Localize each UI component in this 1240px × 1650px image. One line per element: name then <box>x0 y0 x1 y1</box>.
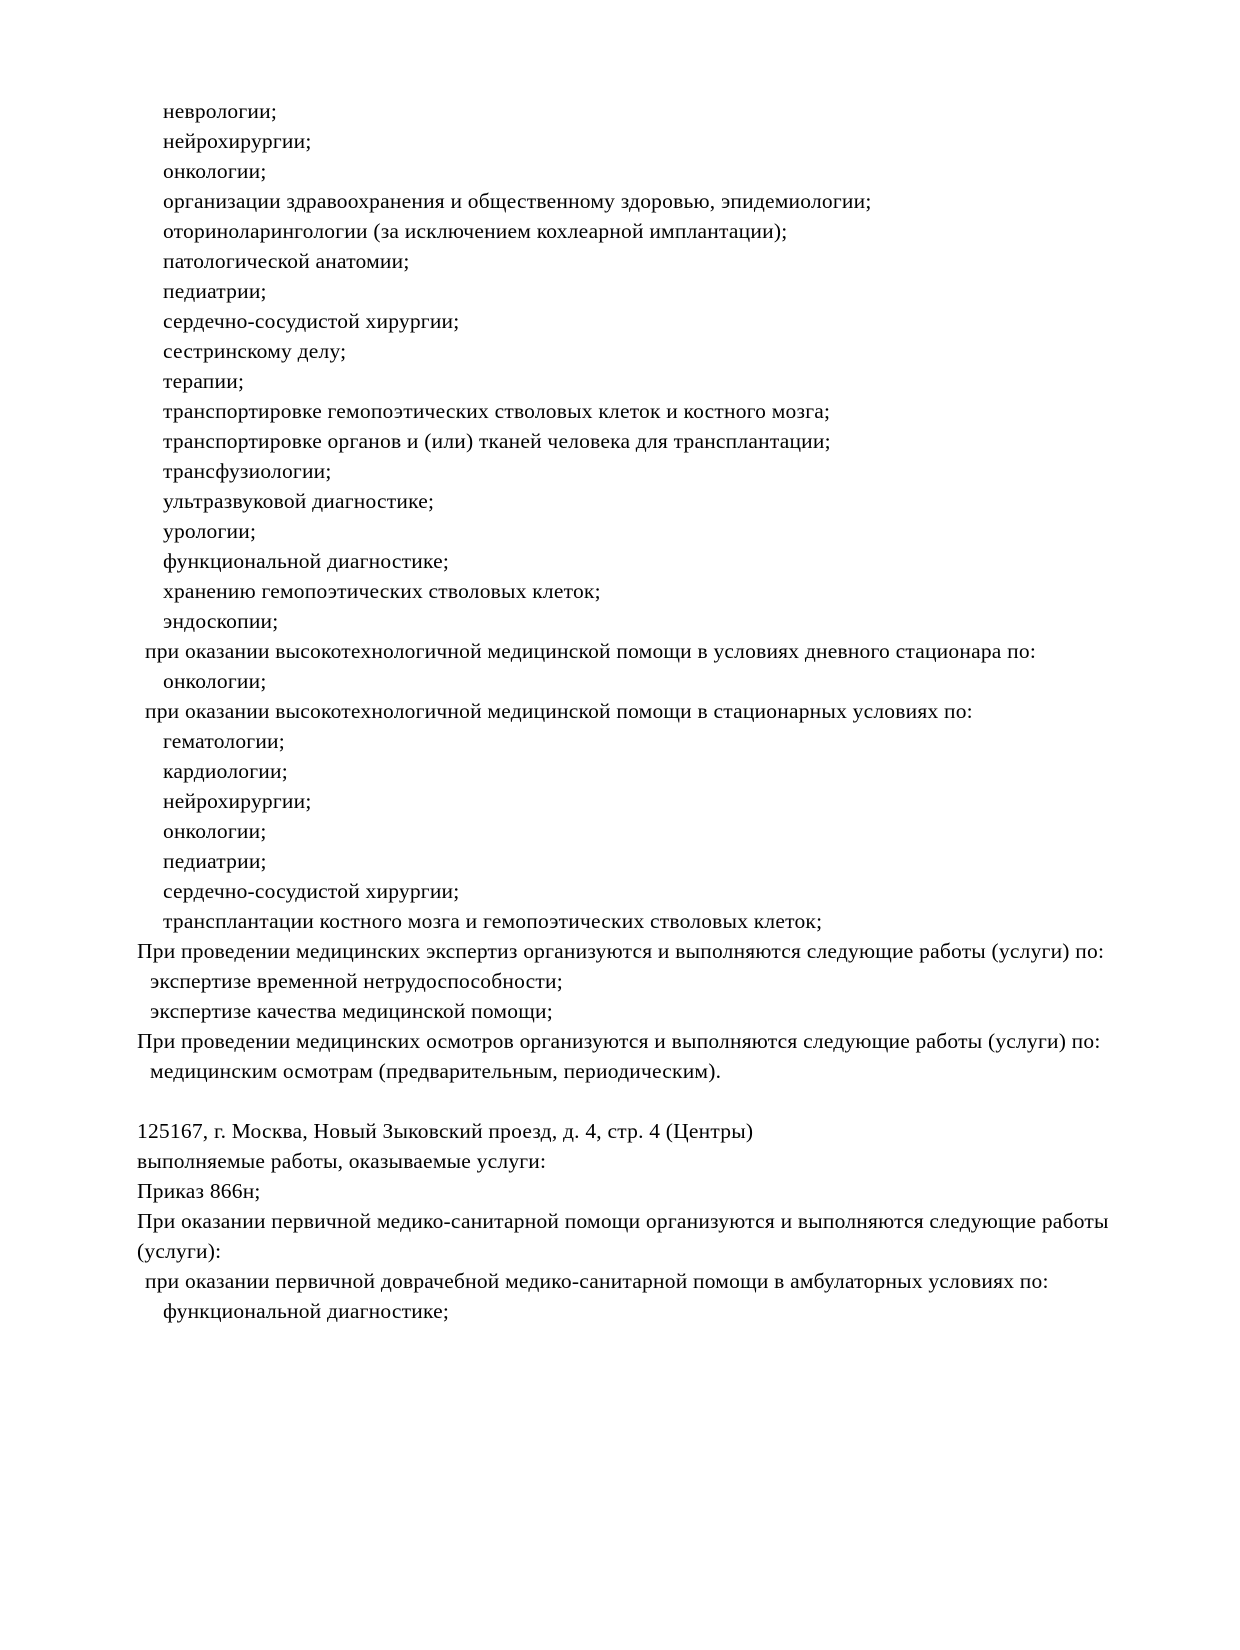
service-list-item: педиатрии; <box>163 849 267 873</box>
document-paragraph: При проведении медицинских экспертиз организуются и выполняются следующие работы (услуги) по: <box>137 939 1105 963</box>
service-list-item: кардиологии; <box>163 759 288 783</box>
service-list-item: транспортировке гемопоэтических стволовых клеток и костного мозга; <box>163 399 831 423</box>
document-paragraph: выполняемые работы, оказываемые услуги: <box>137 1149 547 1173</box>
service-list-item: оториноларингологии (за исключением кохлеарной имплантации); <box>163 219 788 243</box>
document-paragraph: При проведении медицинских осмотров организуются и выполняются следующие работы (услуги) по: <box>137 1029 1101 1053</box>
service-list-item: онкологии; <box>163 159 267 183</box>
document-paragraph: при оказании высокотехнологичной медицинской помощи в стационарных условиях по: <box>145 699 973 723</box>
service-list-item: патологической анатомии; <box>163 249 410 273</box>
paragraph-spacer <box>137 1086 1127 1116</box>
service-list-item: ультразвуковой диагностике; <box>163 489 435 513</box>
service-list-item: нейрохирургии; <box>163 789 312 813</box>
service-list-item: онкологии; <box>163 819 267 843</box>
document-paragraph: Приказ 866н; <box>137 1179 261 1203</box>
service-list-item: организации здравоохранения и общественному здоровью, эпидемиологии; <box>163 189 872 213</box>
document-text-body <box>137 96 1127 1326</box>
document-paragraph: 125167, г. Москва, Новый Зыковский проезд, д. 4, стр. 4 (Центры) <box>137 1119 754 1143</box>
service-list-item: неврологии; <box>163 99 278 123</box>
document-paragraph: экспертизе качества медицинской помощи; <box>150 999 553 1023</box>
document-paragraph: при оказании первичной доврачебной медико-санитарной помощи в амбулаторных условиях по: <box>145 1269 1049 1293</box>
service-list-item: функциональной диагностике; <box>163 549 450 573</box>
service-list-item: функциональной диагностике; <box>163 1299 450 1323</box>
service-list-item: нейрохирургии; <box>163 129 312 153</box>
document-paragraph: медицинским осмотрам (предварительным, периодическим). <box>150 1059 722 1083</box>
service-list-item: сестринскому делу; <box>163 339 347 363</box>
service-list-item: урологии; <box>163 519 257 543</box>
service-list-item: сердечно-сосудистой хирургии; <box>163 879 460 903</box>
service-list-item: транспортировке органов и (или) тканей человека для трансплантации; <box>163 429 831 453</box>
service-list-item: эндоскопии; <box>163 609 279 633</box>
service-list-item: трансплантации костного мозга и гемопоэтических стволовых клеток; <box>163 909 823 933</box>
service-list-item: педиатрии; <box>163 279 267 303</box>
service-list-item: сердечно-сосудистой хирургии; <box>163 309 460 333</box>
document-paragraph: при оказании высокотехнологичной медицинской помощи в условиях дневного стационара по: <box>145 639 1037 663</box>
service-list-item: терапии; <box>163 369 245 393</box>
service-list-item: хранению гемопоэтических стволовых клеток; <box>163 579 601 603</box>
service-list-item: гематологии; <box>163 729 285 753</box>
service-list-item: онкологии; <box>163 669 267 693</box>
document-paragraph: экспертизе временной нетрудоспособности; <box>150 969 563 993</box>
document-paragraph: При оказании первичной медико-санитарной помощи организуются и выполняются следующие работы (услуги): <box>137 1209 1115 1263</box>
service-list-item: трансфузиологии; <box>163 459 332 483</box>
